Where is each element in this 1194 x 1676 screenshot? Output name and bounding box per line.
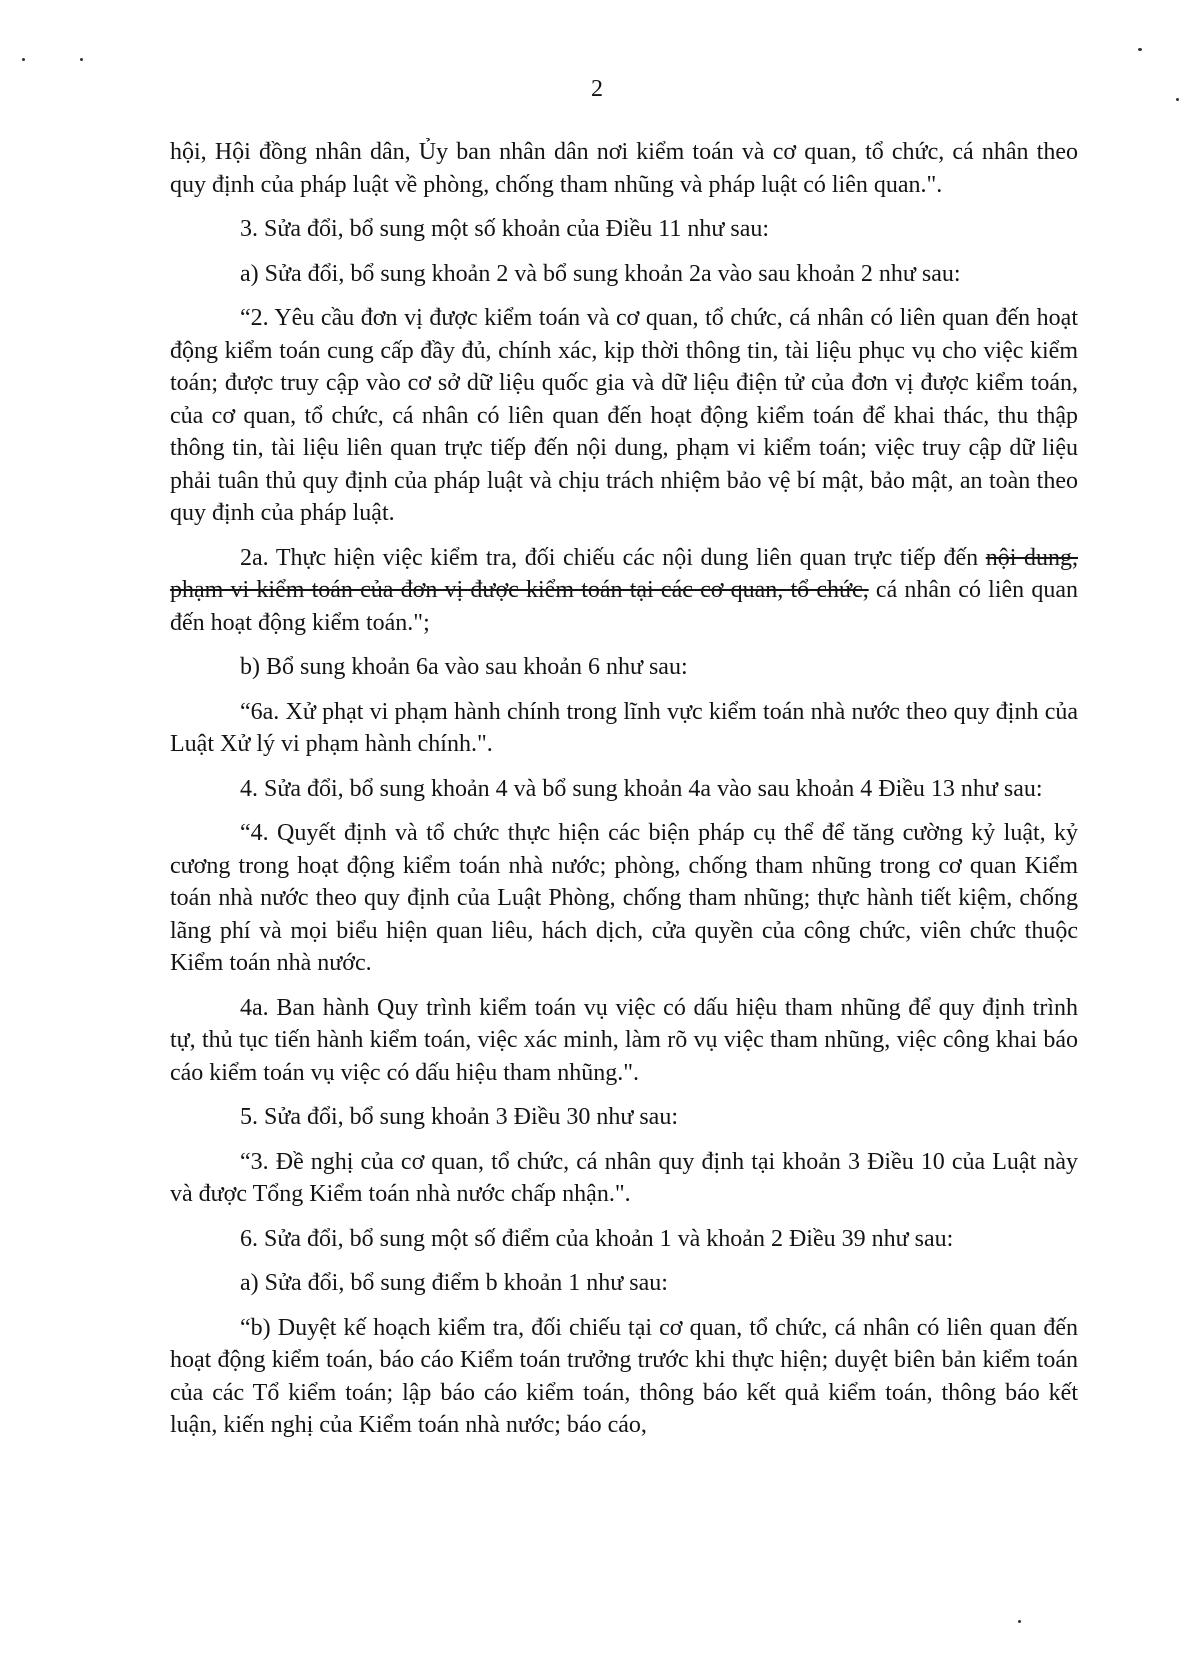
scan-speck	[1018, 1620, 1021, 1623]
paragraph-item-3: 3. Sửa đổi, bổ sung một số khoản của Điều 11 như sau:	[240, 216, 770, 242]
paragraph-clause-2a	[170, 542, 1078, 640]
scan-speck	[1138, 48, 1142, 51]
paragraph-clause-3: “3. Đề nghị của cơ quan, tổ chức, cá nhân quy định tại khoản 3 Điều 10 của Luật này và được Tổng Kiểm toán nhà nước chấp nhận.".	[170, 1148, 1078, 1207]
paragraph-item-5: 5. Sửa đổi, bổ sung khoản 3 Điều 30 như sau:	[240, 1104, 678, 1130]
paragraph-point-a-item-6: a) Sửa đổi, bổ sung điểm b khoản 1 như sau:	[240, 1270, 668, 1296]
paragraph-clause-2: “2. Yêu cầu đơn vị được kiểm toán và cơ quan, tổ chức, cá nhân có liên quan đến hoạt động kiểm toán cung cấp đầy đủ, chính xác, kịp thời thông tin, tài liệu phục vụ cho việc kiểm toán; được truy cập vào cơ sở dữ liệu quốc gia và dữ liệu điện tử của đơn vị được kiểm toán, của cơ quan, tổ chức, cá nhân có liên quan đến hoạt động kiểm toán để khai thác, thu thập thông tin, tài liệu liên quan trực tiếp đến nội dung, phạm vi kiểm toán; việc truy cập dữ liệu phải tuân thủ quy định của pháp luật và chịu trách nhiệm bảo vệ bí mật, bảo mật, an toàn theo quy định của pháp luật.	[170, 305, 1078, 526]
document-body	[170, 136, 1078, 1454]
paragraph-clause-6a: “6a. Xử phạt vi phạm hành chính trong lĩnh vực kiểm toán nhà nước theo quy định của Luật Xử lý vi phạm hành chính.".	[170, 698, 1078, 757]
clause-2a-tail: cá nhân có liên quan đến hoạt động kiểm toán.";	[170, 577, 1079, 636]
scan-speck	[80, 58, 83, 61]
clause-2a-lead: 2a. Thực hiện việc kiểm tra, đối chiếu các nội dung liên quan trực tiếp đến	[240, 544, 986, 571]
paragraph-clause-4: “4. Quyết định và tổ chức thực hiện các biện pháp cụ thể để tăng cường kỷ luật, kỷ cương trong hoạt động kiểm toán nhà nước; phòng, chống tham nhũng trong cơ quan Kiểm toán nhà nước theo quy định của Luật Phòng, chống tham nhũng; thực hành tiết kiệm, chống lãng phí và mọi biểu hiện quan liêu, hách dịch, cửa quyền của công chức, viên chức thuộc Kiểm toán nhà nước.	[170, 820, 1078, 976]
paragraph-item-4: 4. Sửa đổi, bổ sung khoản 4 và bổ sung khoản 4a vào sau khoản 4 Điều 13 như sau:	[240, 775, 1043, 802]
paragraph-point-b: b) Bổ sung khoản 6a vào sau khoản 6 như sau:	[240, 654, 688, 680]
scan-speck	[22, 58, 25, 61]
paragraph-point-a: a) Sửa đổi, bổ sung khoản 2 và bổ sung khoản 2a vào sau khoản 2 như sau:	[240, 260, 961, 287]
paragraph-clause-4a: 4a. Ban hành Quy trình kiểm toán vụ việc có dấu hiệu tham nhũng để quy định trình tự, thủ tục tiến hành kiểm toán, việc xác minh, làm rõ vụ việc tham nhũng, việc công khai báo cáo kiểm toán vụ việc có dấu hiệu tham nhũng.".	[170, 994, 1078, 1086]
clause-2a-struck-text: nội dung, phạm vi kiểm toán của đơn vị được kiểm toán tại các cơ quan, tổ chức,	[170, 544, 1079, 603]
paragraph-continuation: hội, Hội đồng nhân dân, Ủy ban nhân dân nơi kiểm toán và cơ quan, tổ chức, cá nhân theo quy định của pháp luật về phòng, chống tham nhũng và pháp luật có liên quan.".	[170, 139, 1078, 198]
paragraph-point-b-clause-1: “b) Duyệt kế hoạch kiểm tra, đối chiếu tại cơ quan, tổ chức, cá nhân có liên quan đến hoạt động kiểm toán, báo cáo Kiểm toán trưởng trước khi thực hiện; duyệt biên bản kiểm toán của các Tổ kiểm toán; lập báo cáo kiểm toán, thông báo kết quả kiểm toán, thông báo kết luận, kiến nghị của Kiểm toán nhà nước; báo cáo,	[170, 1314, 1078, 1438]
paragraph-item-6: 6. Sửa đổi, bổ sung một số điểm của khoản 1 và khoản 2 Điều 39 như sau:	[240, 1225, 954, 1252]
page-number: 2	[591, 76, 603, 102]
